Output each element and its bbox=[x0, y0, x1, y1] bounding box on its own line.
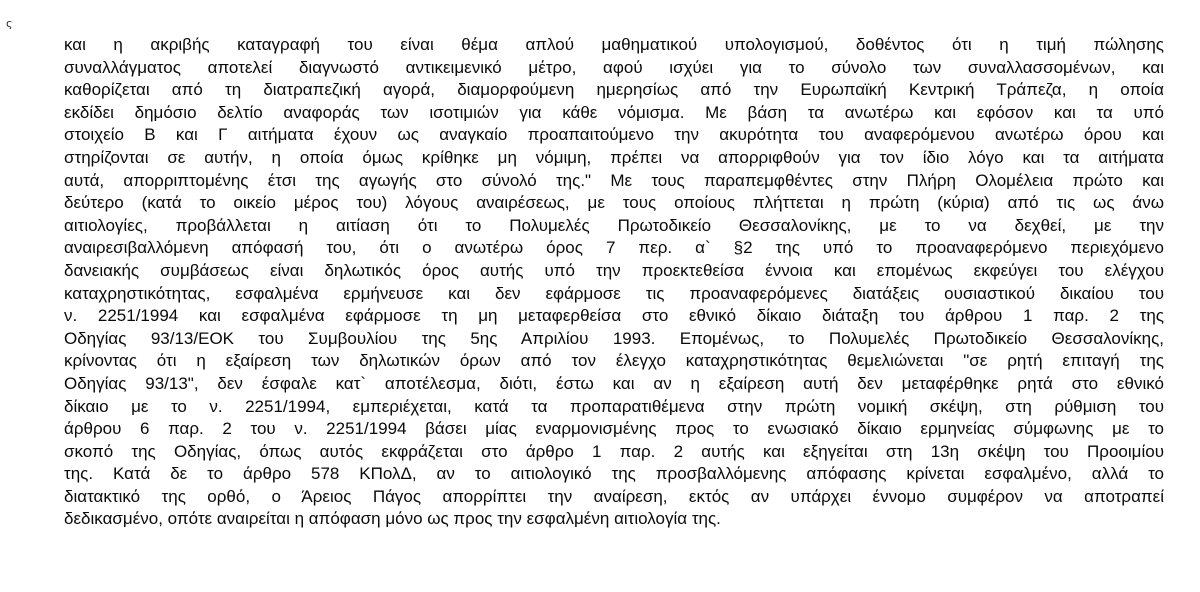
paragraph-line: σκοπό της Οδηγίας, όπως αυτός εκφράζεται στο άρθρο 1 παρ. 2 αυτής και εξηγείται στη 13η σκέψη του Προοιμίου bbox=[64, 441, 1164, 461]
paragraph-line: ν. 2251/1994 και εσφαλμένα εφάρμοσε τη μη μεταφερθείσα στο εθνικό δίκαιο διάταξη του άρθρου 1 παρ. 2 της bbox=[64, 306, 1164, 326]
paragraph-line: της. Κατά δε το άρθρο 578 ΚΠολΔ, αν το αιτιολογικό της προσβαλλόμενης απόφασης κρίνεται εσφαλμένο, αλλά το bbox=[64, 464, 1164, 484]
paragraph-line: αιτιολογίες, προβάλλεται η αιτίαση ότι το Πολυμελές Πρωτοδικείο Θεσσαλονίκης, με το να δεχθεί, με την bbox=[64, 215, 1164, 235]
paragraph-line: καταχρηστικότητας, εσφαλμένα ερμήνευσε και δεν εφάρμοσε τις προαναφερόμενες διατάξεις ουσιαστικού δικαίου του bbox=[64, 283, 1164, 303]
paragraph-line: στοιχείο Β και Γ αιτήματα έχουν ως αναγκαίο προαπαιτούμενο την ακυρότητα του αναφερόμενου ανωτέρω όρου και bbox=[64, 125, 1164, 145]
paragraph-line: δεδικασμένο, οπότε αναιρείται η απόφαση μόνο ως προς την εσφαλμένη αιτιολογία της. bbox=[64, 509, 721, 529]
paragraph-line: κρίνοντας ότι η εξαίρεση των δηλωτικών όρων από τον έλεγχο καταχρηστικότητας θεμελιώνεται "σε ρητή επιταγή της bbox=[64, 351, 1164, 371]
paragraph-line: διατακτικό της ορθό, ο Άρειος Πάγος απορρίπτει την αναίρεση, εκτός αν υπάρχει έννομο συμφέρον να αποτραπεί bbox=[64, 486, 1164, 506]
paragraph-line: δανειακής συμβάσεως είναι δηλωτικός όρος αυτής υπό την προεκτεθείσα έννοια και επομένως εκφεύγει του ελέγχου bbox=[64, 260, 1164, 280]
paragraph-line: και η ακριβής καταγραφή του είναι θέμα απλού μαθηματικού υπολογισμού, δοθέντος ότι η τιμή πώλησης bbox=[64, 35, 1164, 54]
paragraph-line: καθορίζεται από τη διατραπεζική αγορά, διαμορφούμενη ημερησίως από την Ευρωπαϊκή Κεντρική Τράπεζα, η οποία bbox=[64, 80, 1164, 100]
paragraph-line: αναιρεσιβαλλόμενη απόφασή του, ότι ο ανωτέρω όρος 7 περ. α` §2 της υπό το προαναφερόμενο περιεχόμενο bbox=[64, 238, 1164, 258]
paragraph-line: εκδίδει δημόσιο δελτίο αναφοράς των ισοτιμιών για κάθε νόμισμα. Με βάση τα ανωτέρω και εφόσον και τα υπό bbox=[64, 102, 1164, 122]
paragraph-line: άρθρου 6 παρ. 2 του ν. 2251/1994 βάσει μίας εναρμονισμένης προς το ενωσιακό δίκαιο ερμηνείας σύμφωνης με το bbox=[64, 419, 1164, 439]
paragraph-line: δίκαιο με το ν. 2251/1994, εμπεριέχεται, κατά τα προπαρατιθέμενα στην πρώτη νομική σκέψη, στη ρύθμιση του bbox=[64, 396, 1164, 416]
paragraph-line: Οδηγίας 93/13", δεν έσφαλε κατ` αποτέλεσμα, διότι, έστω και αν η εξαίρεση αυτή δεν μεταφέρθηκε ρητά στο εθνικό bbox=[64, 373, 1164, 393]
paragraph-line: συναλλάγματος αποτελεί διαγνωστό αντικειμενικό μέτρο, αφού ισχύει για το σύνολο των συναλλασσομένων, και bbox=[64, 57, 1164, 77]
paragraph-line: δεύτερο (κατά το οικείο μέρος του) λόγους αναιρέσεως, με τους οποίους πλήττεται η πρώτη (κύρια) από τις ως άνω bbox=[64, 193, 1164, 213]
legal-paragraph bbox=[64, 34, 1164, 531]
paragraph-line: αυτά, απορριπτομένης έτσι της αγωγής στο σύνολό της." Με τους παραπεμφθέντες στην Πλήρη Ολομέλεια πρώτο και bbox=[64, 170, 1164, 190]
paragraph-line: στηρίζονται σε αυτήν, η οποία όμως κρίθηκε μη νόμιμη, πρέπει να απορριφθούν για τον ίδιο λόγο και τα αιτήματα bbox=[64, 147, 1164, 167]
margin-mark: ς bbox=[6, 17, 13, 30]
paragraph-line: Οδηγίας 93/13/ΕΟΚ του Συμβουλίου της 5ης Απριλίου 1993. Επομένως, το Πολυμελές Πρωτοδικείο Θεσσαλονίκης, bbox=[64, 328, 1164, 348]
